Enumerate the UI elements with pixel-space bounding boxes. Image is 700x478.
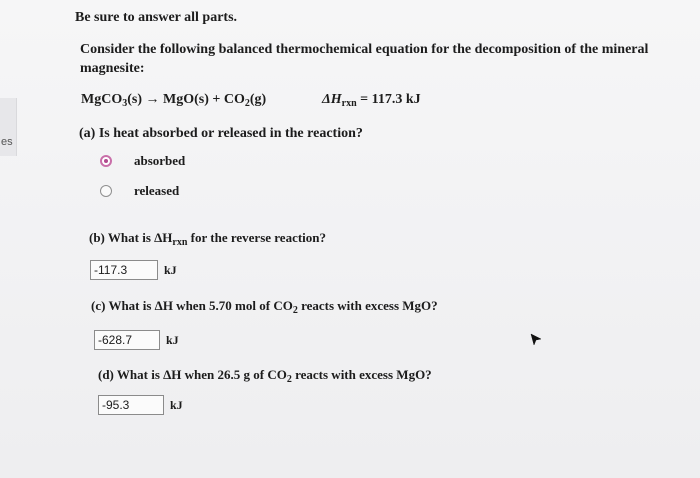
radio-released[interactable]: [100, 185, 112, 197]
chemical-equation: MgCO$_3$(s) → $MgO(s) + CO_2(g)$: [81, 92, 267, 109]
part-c-answer-input[interactable]: -628.7: [94, 330, 160, 350]
part-c-unit: kJ: [166, 333, 179, 347]
part-b-prompt: (b) What is $\Delta H_{rxn}$ for the reverse reaction?: [89, 230, 327, 248]
part-b-unit: kJ: [164, 263, 177, 277]
enthalpy-value: $\Delta H_{rxn} = 117.3$ kJ: [322, 92, 421, 109]
part-b-answer-input[interactable]: -117.3: [90, 260, 158, 280]
instruction-text: Be sure to answer all parts.: [75, 10, 238, 25]
option-absorbed-label[interactable]: absorbed: [134, 153, 186, 168]
mouse-pointer-icon: [530, 333, 542, 347]
part-c-prompt: (c) What is ΔH when 5.70 mol of $CO_2$ reacts with excess MgO?: [91, 298, 438, 316]
part-a-prompt: (a) Is heat absorbed or released in the reaction?: [79, 126, 363, 141]
part-d-answer-input[interactable]: -95.3: [98, 395, 164, 415]
part-d-prompt: (d) What is ΔH when 26.5 g of $CO_2$ reacts with excess MgO?: [98, 367, 432, 385]
part-d-unit: kJ: [170, 398, 183, 412]
question-intro: Consider the following balanced thermochemical equation for the decomposition of the mineral magnesite:: [80, 42, 649, 76]
sidebar-text: es: [1, 136, 13, 148]
option-released-label[interactable]: released: [134, 183, 180, 198]
radio-absorbed[interactable]: [100, 155, 112, 167]
